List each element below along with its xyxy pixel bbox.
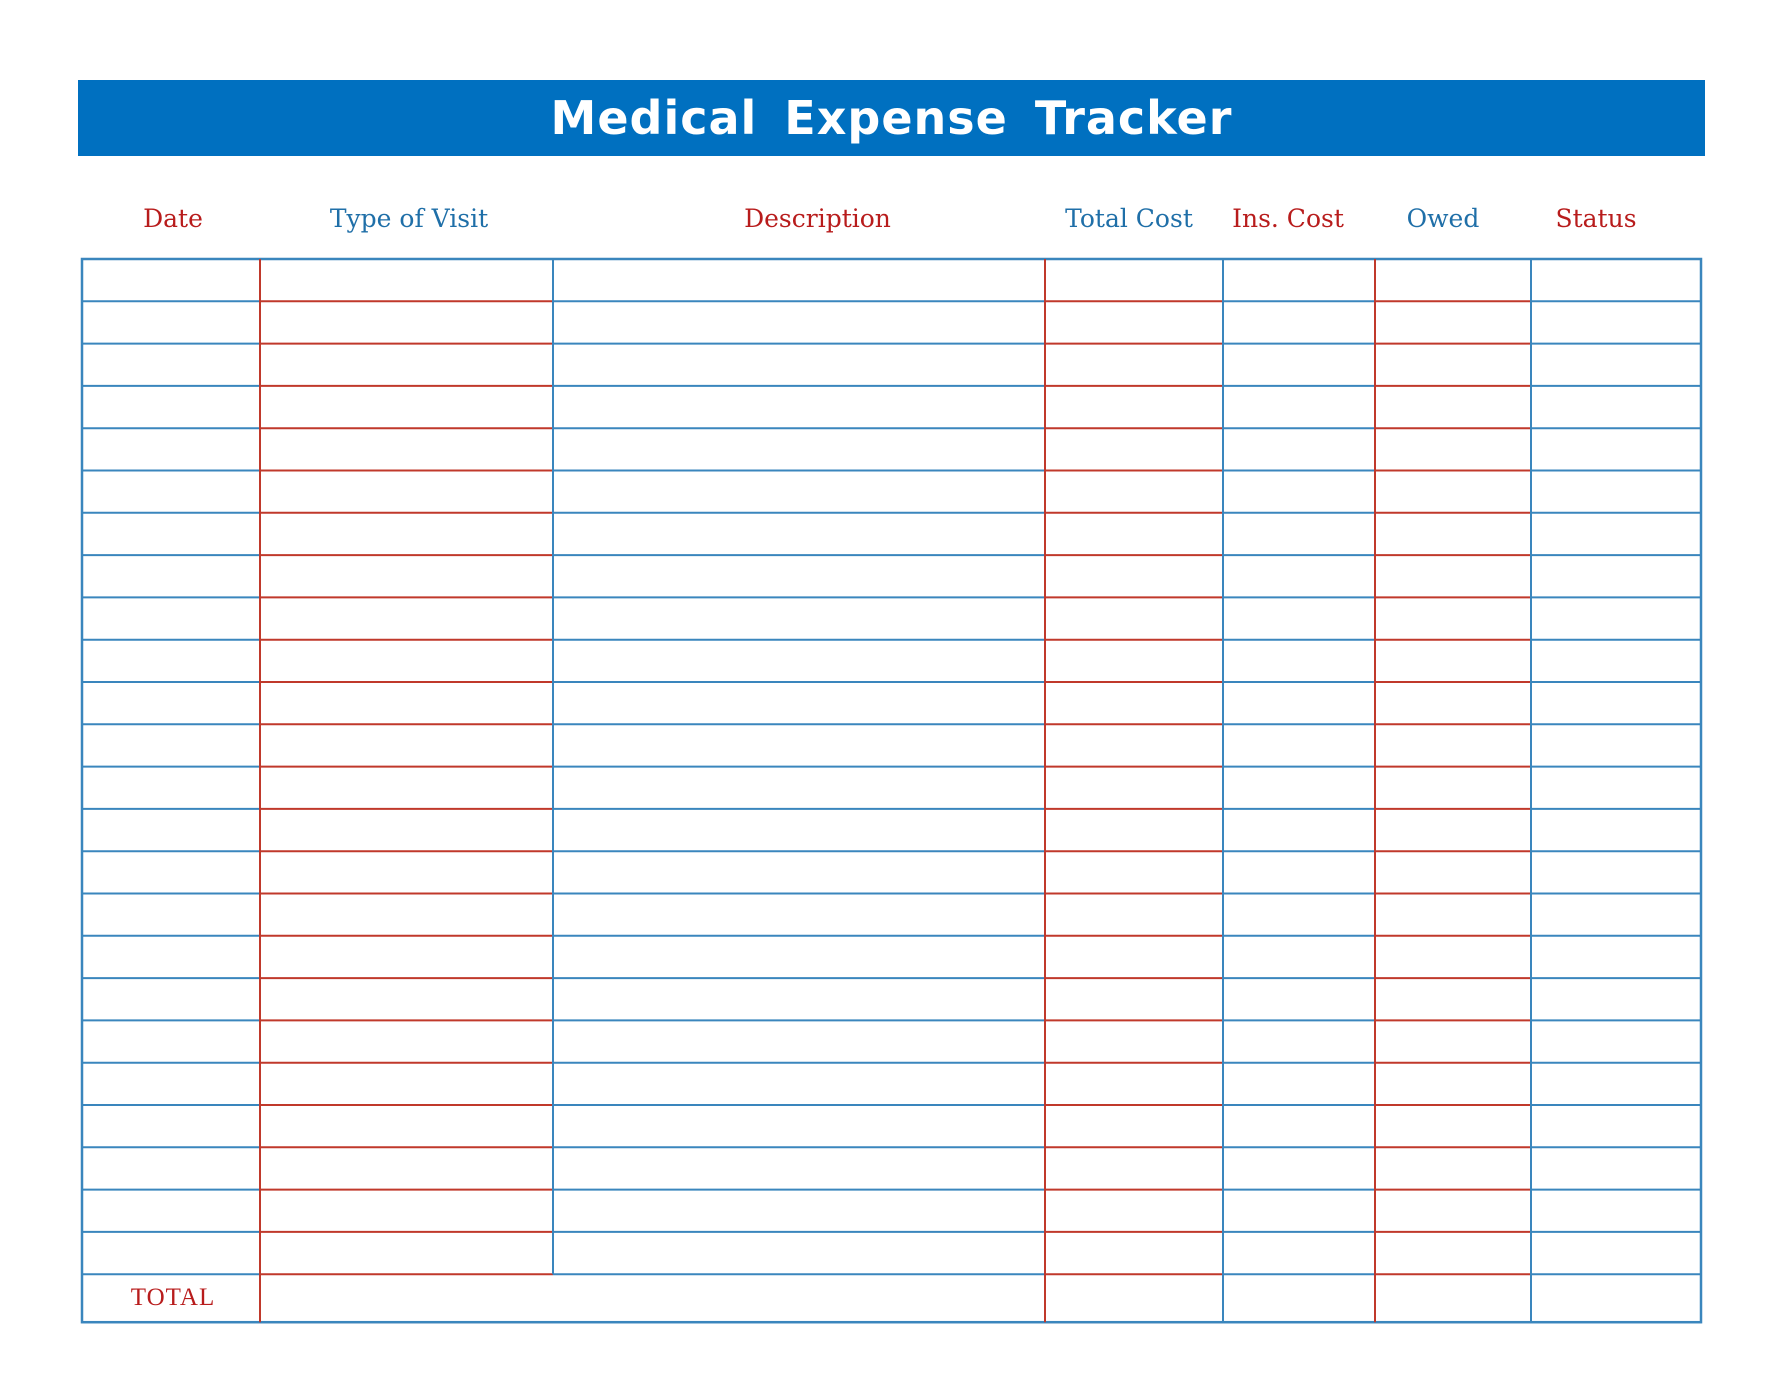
column-header-description: Description <box>744 203 891 233</box>
column-header-date: Date <box>143 203 203 233</box>
column-header-total-cost: Total Cost <box>1065 203 1193 233</box>
column-header-type-of-visit: Type of Visit <box>329 203 489 233</box>
page-title: Medical Expense Tracker <box>550 91 1233 145</box>
table-border <box>82 259 1701 1322</box>
column-header-ins-cost: Ins. Cost <box>1232 203 1344 233</box>
column-header-owed: Owed <box>1406 203 1480 233</box>
total-row-label: TOTAL <box>130 1284 216 1312</box>
column-header-status: Status <box>1555 203 1637 233</box>
